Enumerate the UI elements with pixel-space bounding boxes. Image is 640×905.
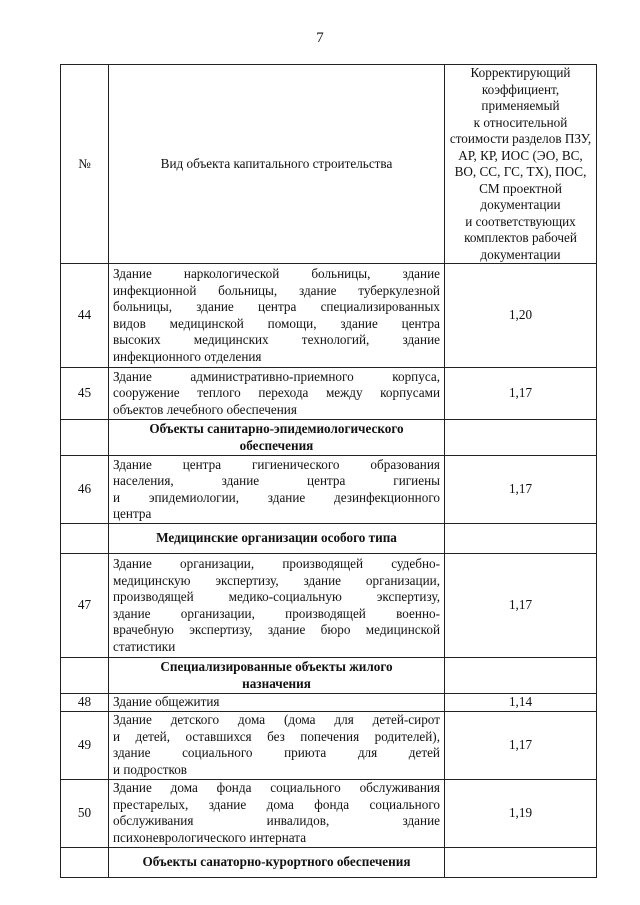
object-type-line: статистики	[113, 638, 176, 654]
header-coefficient-line: документации	[480, 197, 561, 212]
row-number: 46	[61, 456, 109, 524]
row-number: 50	[61, 779, 109, 847]
header-number: №	[61, 65, 109, 264]
object-type-line: центра	[113, 506, 152, 521]
row-number: 49	[61, 711, 109, 779]
table-row	[61, 711, 597, 779]
object-type-line: больницы, здание центра специализированных	[113, 299, 440, 314]
section-coefficient-cell	[445, 524, 597, 554]
section-row	[61, 420, 597, 456]
page-number: 7	[316, 30, 324, 46]
object-type-line: и подростков	[113, 761, 188, 777]
object-type	[109, 554, 445, 658]
table-header-row	[61, 65, 597, 264]
section-title-line: обеспечения	[239, 437, 314, 453]
section-row	[61, 847, 597, 877]
coefficient-value: 1,19	[445, 779, 597, 847]
object-type-line: Здание центра гигиенического образования	[113, 456, 440, 472]
section-title-line: Специализированные объекты жилого	[160, 659, 393, 674]
section-coefficient-cell	[445, 420, 597, 456]
section-number-cell	[61, 420, 109, 456]
row-number: 48	[61, 694, 109, 712]
header-coefficient-line: АР, КР, ИОС (ЭО, ВС,	[458, 147, 583, 163]
coefficient-value: 1,17	[445, 368, 597, 420]
object-type-line: Здание дома фонда социального обслуживания	[113, 780, 440, 795]
object-type	[109, 264, 445, 368]
table-body	[61, 65, 597, 878]
object-type-line: видов медицинской помощи, здание центра	[113, 315, 440, 331]
header-coefficient-line: Корректирующий	[470, 65, 571, 80]
section-row	[61, 658, 597, 694]
header-coefficient-line: комплектов рабочей	[464, 230, 577, 245]
section-title-line: Медицинские организации особого типа	[156, 530, 397, 546]
object-type	[109, 456, 445, 524]
header-coefficient-line: СМ проектной	[479, 180, 562, 196]
object-type-line: Здание административно-приемного корпуса,	[113, 368, 440, 384]
object-type	[109, 711, 445, 779]
object-type-line: и эпидемиологии, здание дезинфекционного	[113, 489, 440, 505]
object-type	[109, 368, 445, 420]
section-number-cell	[61, 847, 109, 877]
object-type-line: сооружение теплого перехода между корпусами	[113, 385, 440, 401]
section-title-line: Объекты санаторно-курортного обеспечения	[142, 853, 411, 869]
header-object-type: Вид объекта капитального строительства	[109, 65, 445, 264]
header-coefficient-line: и соответствующих	[465, 213, 576, 229]
object-type-line: Здание детского дома (дома для детей-сирот	[113, 712, 440, 727]
object-type-line: престарелых, здание дома фонда социального	[113, 796, 440, 812]
header-coefficient-line: применяемый	[481, 98, 560, 113]
table-row	[61, 779, 597, 847]
section-title	[109, 658, 445, 694]
object-type	[109, 779, 445, 847]
object-type-line: Здание общежития	[113, 694, 220, 709]
object-type-line: здание организации, производящей военно-	[113, 605, 440, 621]
header-coefficient-line: коэффициент,	[481, 81, 560, 97]
header-coefficient-line: документации	[480, 246, 561, 262]
header-coefficient-line: стоимости разделов ПЗУ,	[449, 131, 592, 146]
section-title	[109, 847, 445, 877]
row-number: 47	[61, 554, 109, 658]
table-row	[61, 456, 597, 524]
object-type	[109, 694, 445, 712]
section-coefficient-cell	[445, 847, 597, 877]
object-type-line: населения, здание центра гигиены	[113, 473, 440, 488]
coefficient-value: 1,17	[445, 456, 597, 524]
section-coefficient-cell	[445, 658, 597, 694]
section-title	[109, 524, 445, 554]
section-number-cell	[61, 524, 109, 554]
table-row	[61, 368, 597, 420]
table-row	[61, 694, 597, 712]
object-type-line: здание социального приюта для детей	[113, 745, 440, 760]
object-type-line: врачебную экспертизу, здание бюро медицинской	[113, 622, 440, 637]
coefficient-value: 1,20	[445, 264, 597, 368]
coefficient-table	[60, 64, 597, 878]
section-title-line: Объекты санитарно-эпидемиологического	[149, 421, 404, 436]
object-type-line: высоких медицинских технологий, здание	[113, 332, 440, 347]
header-coefficient	[445, 65, 597, 264]
object-type-line: психоневрологического интерната	[113, 829, 307, 845]
object-type-line: инфекционной больницы, здание туберкулезной	[113, 282, 440, 298]
section-row	[61, 524, 597, 554]
coefficient-value: 1,17	[445, 554, 597, 658]
section-number-cell	[61, 658, 109, 694]
object-type-line: производящей медико-социальную экспертизу,	[113, 589, 440, 604]
coefficient-value: 1,17	[445, 711, 597, 779]
object-type-line: Здание организации, производящей судебно-	[113, 556, 440, 571]
row-number: 44	[61, 264, 109, 368]
header-coefficient-line: к относительной	[473, 114, 568, 130]
row-number: 45	[61, 368, 109, 420]
coefficient-value: 1,14	[445, 694, 597, 712]
table-row	[61, 264, 597, 368]
object-type-line: медицинскую экспертизу, здание организации,	[113, 572, 440, 588]
object-type-line: обслуживания инвалидов, здание	[113, 813, 440, 828]
object-type-line: объектов лечебного обеспечения	[113, 401, 297, 417]
section-title	[109, 420, 445, 456]
object-type-line: и детей, оставшихся без попечения родителей),	[113, 728, 440, 744]
table-row	[61, 554, 597, 658]
object-type-line: Здание наркологической больницы, здание	[113, 266, 440, 281]
object-type-line: инфекционного отделения	[113, 348, 262, 364]
section-title-line: назначения	[242, 675, 311, 691]
header-coefficient-line: ВО, СС, ГС, ТХ), ПОС,	[454, 164, 587, 179]
